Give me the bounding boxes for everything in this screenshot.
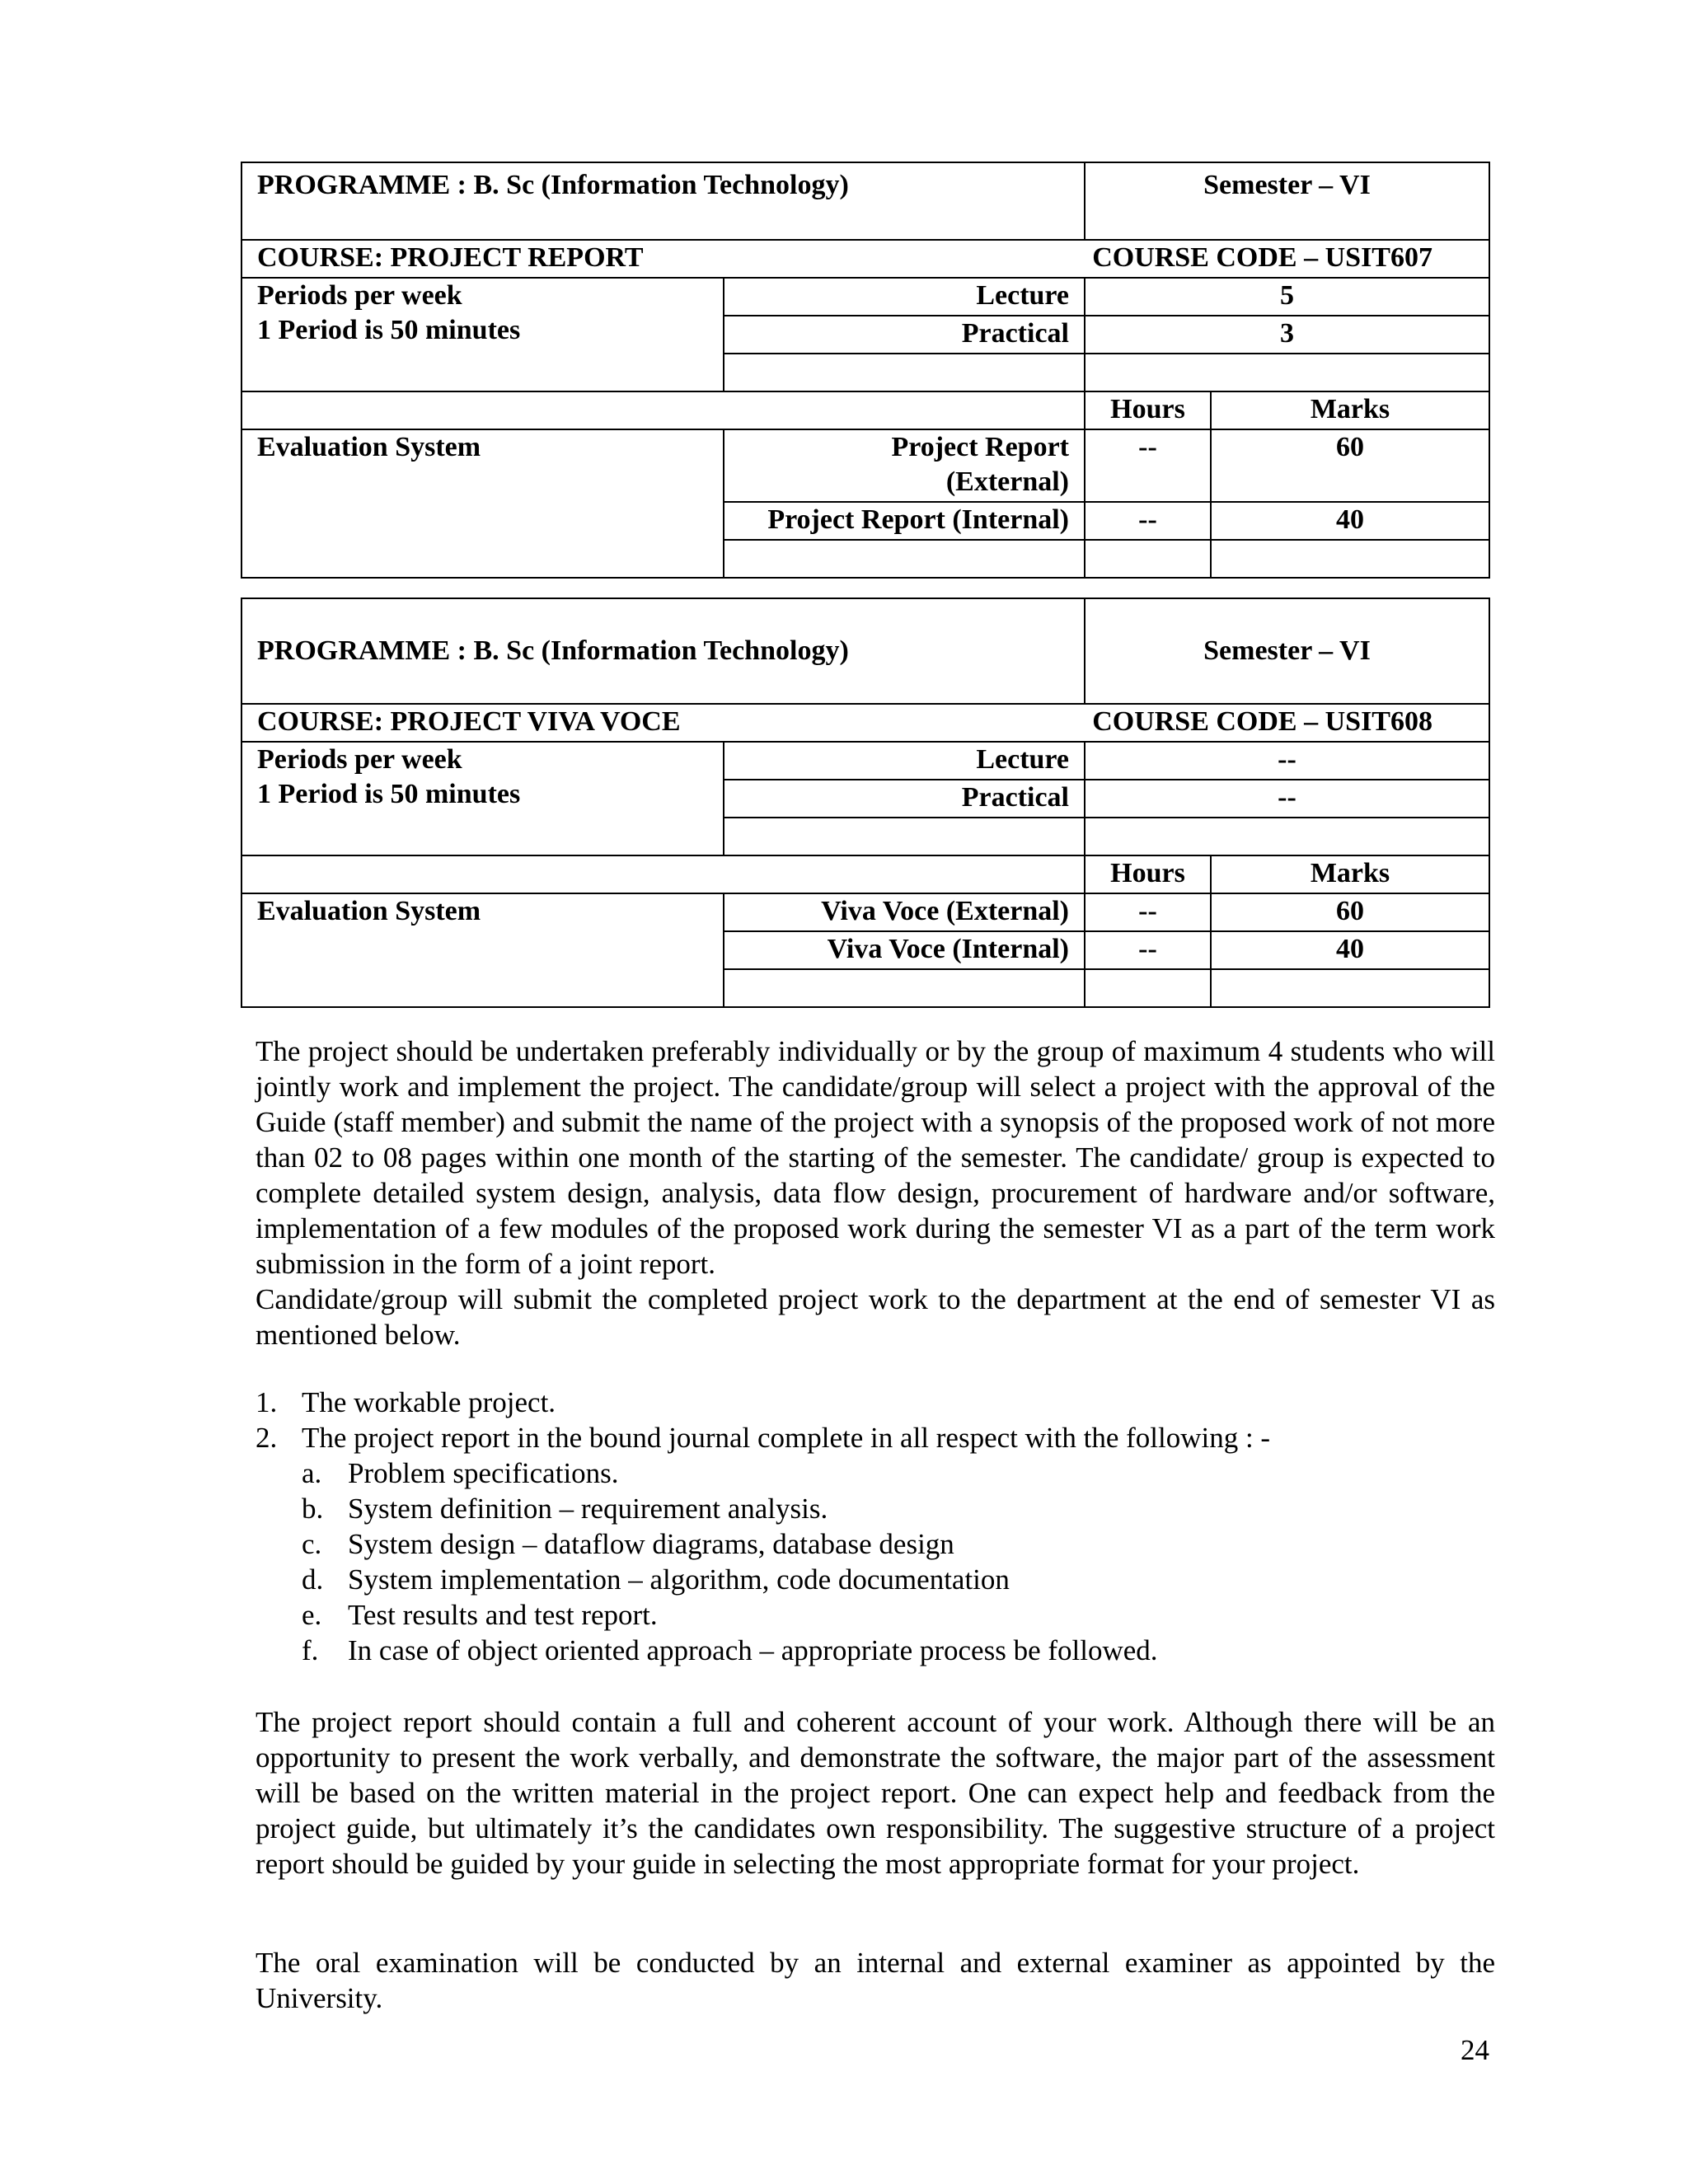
sublist-item — [256, 1526, 1495, 1562]
course-code: COURSE CODE – USIT608 — [1092, 706, 1432, 737]
eval-hours: -- — [1085, 893, 1211, 931]
deliverables-list — [256, 1385, 1495, 1668]
sublist-letter: c. — [302, 1528, 322, 1560]
empty-cell — [1085, 969, 1211, 1007]
course-row — [241, 240, 1489, 278]
eval-label-line: Project Report — [891, 432, 1069, 462]
report-paragraph: The project report should contain a full and coherent account of your work. Although there will be an opportunity to present the work verbally, and demonstrate the software, the major part of the assessment will be based on the written material in the project report. One can expect help and feedback from the project guide, but ultimately it’s the candidates own responsibility. The suggestive structure of a project report should be guided by your guide in selecting the most appropriate format for your project. — [256, 1706, 1495, 1880]
empty-cell — [724, 969, 1085, 1007]
periods-cell — [241, 278, 724, 391]
empty-cell — [1085, 354, 1489, 391]
empty-cell — [1085, 540, 1211, 578]
eval-marks: 40 — [1211, 502, 1489, 540]
lecture-label: Lecture — [724, 278, 1085, 316]
empty-cell — [724, 540, 1085, 578]
course-name: COURSE: PROJECT VIVA VOCE — [257, 706, 681, 737]
practical-label: Practical — [724, 316, 1085, 354]
evaluation-label: Evaluation System — [241, 429, 724, 578]
eval-hours: -- — [1085, 502, 1211, 540]
programme-title: PROGRAMME : B. Sc (Information Technology) — [241, 598, 1085, 704]
list-item — [256, 1420, 1495, 1455]
practical-value: 3 — [1085, 316, 1489, 354]
sublist-item — [256, 1562, 1495, 1597]
periods-label: Periods per week — [257, 280, 462, 311]
sublist-item — [256, 1491, 1495, 1526]
oral-exam-paragraph-block — [256, 1945, 1495, 2016]
eval-hours: -- — [1085, 429, 1211, 502]
marks-header: Marks — [1211, 855, 1489, 893]
practical-label: Practical — [724, 780, 1085, 818]
sublist-item — [256, 1455, 1495, 1491]
empty-cell — [1211, 969, 1489, 1007]
sublist-letter: f. — [302, 1634, 319, 1666]
course-table-project-report — [241, 162, 1490, 579]
oral-exam-paragraph: The oral examination will be conducted by an internal and external examiner as appointed by the University. — [256, 1947, 1495, 2014]
semester-label: Semester – VI — [1085, 598, 1489, 704]
course-code: COURSE CODE – USIT607 — [1092, 242, 1432, 273]
course-row — [241, 704, 1489, 742]
sublist-letter: b. — [302, 1493, 324, 1525]
empty-cell — [1211, 540, 1489, 578]
lecture-label: Lecture — [724, 742, 1085, 780]
sublist-text: System definition – requirement analysis. — [348, 1493, 828, 1525]
eval-row-label: Project Report (Internal) — [724, 502, 1085, 540]
empty-cell — [1085, 818, 1489, 855]
sublist-text: Problem specifications. — [348, 1457, 619, 1489]
eval-row-label: Viva Voce (External) — [724, 893, 1085, 931]
period-duration: 1 Period is 50 minutes — [257, 315, 521, 345]
list-text: The project report in the bound journal complete in all respect with the following : - — [302, 1422, 1271, 1454]
practical-value: -- — [1085, 780, 1489, 818]
semester-label: Semester – VI — [1085, 162, 1489, 240]
report-paragraph-block — [256, 1704, 1495, 1882]
eval-marks: 40 — [1211, 931, 1489, 969]
empty-cell — [241, 391, 1085, 429]
eval-row-label — [724, 429, 1085, 502]
empty-cell — [241, 855, 1085, 893]
evaluation-label: Evaluation System — [241, 893, 724, 1007]
programme-title: PROGRAMME : B. Sc (Information Technology) — [241, 162, 1085, 240]
hours-header: Hours — [1085, 391, 1211, 429]
sublist-text: System implementation – algorithm, code documentation — [348, 1563, 1010, 1596]
lecture-value: -- — [1085, 742, 1489, 780]
sublist-item — [256, 1633, 1495, 1668]
intro-paragraph: The project should be undertaken preferably individually or by the group of maximum 4 students who will jointly work and implement the project. The candidate/group will select a project with the approval of the Guide (staff member) and submit the name of the project with a synopsis of the proposed work of not more than 02 to 08 pages within one month of the starting of the semester. The candidate/ group is expected to complete detailed system design, analysis, data flow design, procurement of hardware and/or software, implementation of a few modules of the proposed work during the semester VI as a part of the term work submission in the form of a joint report. — [256, 1035, 1495, 1280]
intro-paragraph-block — [256, 1033, 1495, 1352]
page-number: 24 — [1461, 2034, 1489, 2066]
eval-label-line: (External) — [945, 466, 1069, 497]
empty-cell — [724, 818, 1085, 855]
sublist-item — [256, 1597, 1495, 1633]
sublist-letter: a. — [302, 1457, 322, 1489]
eval-hours: -- — [1085, 931, 1211, 969]
periods-label: Periods per week — [257, 744, 462, 775]
lecture-value: 5 — [1085, 278, 1489, 316]
list-item — [256, 1385, 1495, 1420]
list-number: 2. — [256, 1422, 278, 1454]
sublist-text: Test results and test report. — [348, 1599, 658, 1631]
hours-header: Hours — [1085, 855, 1211, 893]
eval-row-label: Viva Voce (Internal) — [724, 931, 1085, 969]
sublist-text: System design – dataflow diagrams, database design — [348, 1528, 954, 1560]
periods-cell — [241, 742, 724, 855]
list-text: The workable project. — [302, 1386, 556, 1418]
sublist-letter: e. — [302, 1599, 322, 1631]
course-table-viva-voce — [241, 598, 1490, 1008]
sublist-text: In case of object oriented approach – appropriate process be followed. — [348, 1634, 1158, 1666]
eval-marks: 60 — [1211, 893, 1489, 931]
period-duration: 1 Period is 50 minutes — [257, 779, 521, 809]
empty-cell — [724, 354, 1085, 391]
course-name: COURSE: PROJECT REPORT — [257, 242, 644, 273]
sublist-letter: d. — [302, 1563, 324, 1596]
list-number: 1. — [256, 1386, 278, 1418]
eval-marks: 60 — [1211, 429, 1489, 502]
marks-header: Marks — [1211, 391, 1489, 429]
submission-paragraph: Candidate/group will submit the completed project work to the department at the end of semester VI as mentioned below. — [256, 1283, 1495, 1351]
